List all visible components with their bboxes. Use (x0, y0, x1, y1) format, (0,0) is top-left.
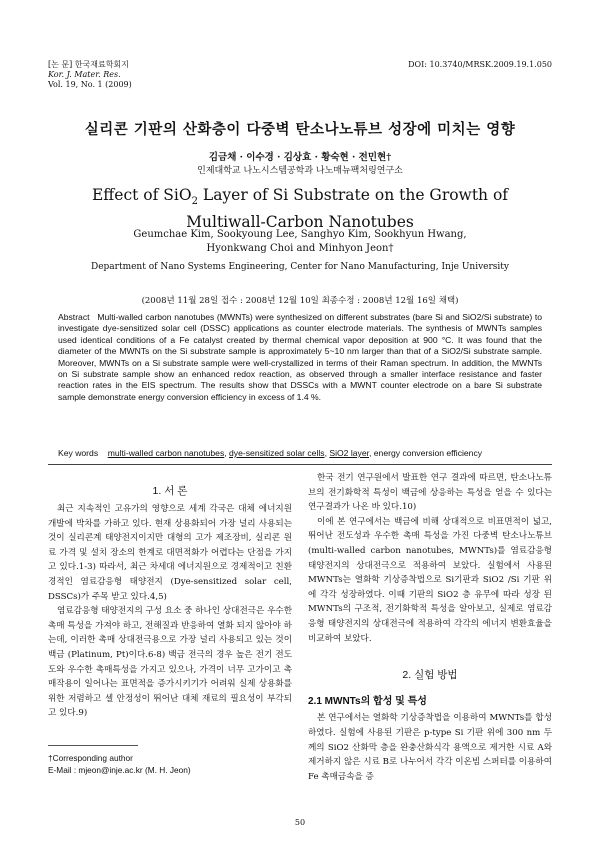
authors-korean: 김금채 · 이수경 · 김상효 · 황숙현 · 전민현† (208, 152, 392, 163)
authors-en-line2: Hyonkwang Choi and Minhyon Jeon† (206, 243, 394, 254)
footnote-rule (48, 745, 138, 746)
keyword-2: dye-sensitized solar cells (229, 448, 325, 458)
journal-volume: Vol. 19, No. 1 (2009) (48, 80, 132, 89)
journal-header (48, 60, 132, 90)
title-en-part2: Layer of Si Substrate on the Growth of (197, 186, 509, 204)
corresponding-author: †Corresponding author (48, 753, 133, 763)
authors-en-line1: Geumchae Kim, Sookyoung Lee, Sanghyo Kim, Sookhyun Hwang, (133, 229, 467, 240)
right-paragraph-3: 본 연구에서는 열화학 기상증착법을 이용하여 MWNTs를 합성하였다. 실험에 사용된 기판은 p-type Si 기판 위에 300 nm 두께의 SiO2 산화막 층을 완충산화식각 용액으로 제거한 시료 A와 제거하지 않은 시료 B로 나누어서 각각 이온빔 스퍼터를 이용하여 Fe 촉매금속을 증 (308, 713, 553, 782)
keywords: Key words multi-walled carbon nanotubes, dye-sensitized solar cells, SiO2 layer, energy conversion efficiency (58, 448, 483, 458)
footnote (48, 752, 191, 776)
abstract (58, 312, 542, 403)
submission-dates: (2008년 11월 28일 접수 : 2008년 12월 10일 최종수정 : 2008년 12월 16일 채택) (141, 296, 459, 306)
abstract-text: Multi-walled carbon nanotubes (MWNTs) were synthesized on different substrates (bare Si and SiO2/Si substrate) to investigate dye-sensitized solar cell (DSSC) applications as counter electrode materials. The synthesis of MWNTs samples used identical conditions of a Fe catalyst created by thermal chemical vapor deposition at 900 °C. It was found that the diameter of the MWNTs on the Si substrate sample is approximately 5~10 nm larger than that of a SiO2/Si substrate sample. Moreover, MWNTs on a Si substrate sample were well-crystallized in terms of their Raman spectrum. In addition, the MWNTs on Si substrate sample show an enhanced redox reaction, as observed through a smaller interface resistance and faster reaction rates in the EIS spectrum. The results show that DSSCs with a MWNT counter electrode on a bare Si substrate sample demonstrate energy conversion efficiency in excess of 1.4 %. (58, 312, 542, 402)
abstract-divider (48, 464, 552, 465)
title-korean: 실리콘 기판의 산화층이 다중벽 탄소나노튜브 성장에 미치는 영향 (84, 121, 516, 138)
authors-english (60, 228, 540, 256)
right-paragraph-1: 한국 전기 연구원에서 발표한 연구 결과에 따르면, 탄소나노튜브의 전기화학적 특성이 백금에 상응하는 특성을 얻을 수 있다는 연구결과가 나온 바 있다.10) (308, 473, 552, 513)
page-number: 50 (294, 818, 306, 827)
keywords-label: Key words (58, 448, 99, 458)
intro-paragraph-2: 염료감응형 태양전지의 구성 요소 중 하나인 상대전극은 우수한 촉매 특성을 가져야 하고, 전해질과 반응하여 열화 되지 않아야 하는데, 이러한 촉매 상대전극용으로 가장 널리 사용되고 있는 것이 백금 (Platinum, Pt)이다.6-8) 백금 전극의 경우 높은 전기 전도도와 우수한 촉매특성을 가지고 있으나, 가격이 너무 고가이고 촉매작용이 일어나는 표면적을 증가시키기가 어려워 실제 상용화를 위한 저렴하고 셀 안정성이 뛰어난 대체 재료의 필요성이 부각되고 있다.9) (48, 606, 292, 719)
abstract-label: Abstract (58, 312, 90, 322)
keyword-1: multi-walled carbon nanotubes (107, 448, 225, 458)
subsection-2-1-heading: 2.1 MWNTs의 합성 및 특성 (308, 695, 427, 707)
keyword-4: energy conversion efficiency (373, 448, 483, 458)
right-paragraph-2: 이에 본 연구에서는 백금에 비해 상대적으로 비표면적이 넓고, 뛰어난 전도성과 우수한 촉매 특성을 가진 다중벽 탄소나노튜브(multi-walled carbon nanotubes, MWNTs)를 염료감응형 태양전지의 상대전극으로 적용하여 보았다. 실험에서 사용된 MWNTs는 열화학 기상증착법으로 Si기판과 SiO2 /Si 기판 위에 각각 성장하였다. 이때 기판의 SiO2 층 유무에 따라 성장 된 MWNTs의 구조적, 전기화학적 특성을 알아보고, 실제로 염료감응형 태양전지의 상대전극에 적용하여 각각의 에너지 변환효율을 비교하여 보았다. (308, 516, 552, 644)
author-email: E-Mail : mjeon@inje.ac.kr (M. H. Jeon) (48, 765, 191, 775)
intro-paragraph-1: 최근 지속적인 고유가의 영향으로 세계 각국은 대체 에너지원 개발에 박차를 가하고 있다. 현재 상용화되어 가장 널리 사용되는 것이 실리콘계 태양전지이지만 대형의 고가 제조장비, 실리콘 원료 가격 및 설치 장소의 한계로 대면적화가 어렵다는 단점을 가지고 있다.1-3) 따라서, 최근 차세대 에너지원으로 경제적이고 친환경적인 염료감응형 태양전지 (Dye-sensitized solar cell, DSSCs)가 주목 받고 있다.4,5) (48, 504, 292, 602)
title-english (60, 185, 540, 233)
affiliation-korean: 인제대학교 나노시스템공학과 나노매뉴팩처링연구소 (197, 166, 403, 176)
left-column (48, 502, 292, 721)
journal-name-ko: [논 문] 한국재료학회지 (48, 60, 129, 69)
doi-label: DOI: 10.3740/MRSK.2009.19.1.050 (408, 60, 552, 69)
journal-abbreviation: Kor. J. Mater. Res. (48, 70, 121, 79)
affiliation-english: Department of Nano Systems Engineering, Center for Nano Manufacturing, Inje University (90, 262, 510, 272)
section-2-heading: 2. 실험 방법 (402, 669, 458, 682)
section-1-heading: 1. 서 론 (152, 485, 188, 497)
title-en-subscript: 2 (191, 196, 198, 208)
title-en-line2: Multiwall-Carbon Nanotubes (186, 213, 414, 232)
keyword-3: SiO2 layer (329, 448, 369, 458)
right-column (308, 471, 552, 784)
title-en-part1: Effect of SiO (91, 186, 192, 204)
